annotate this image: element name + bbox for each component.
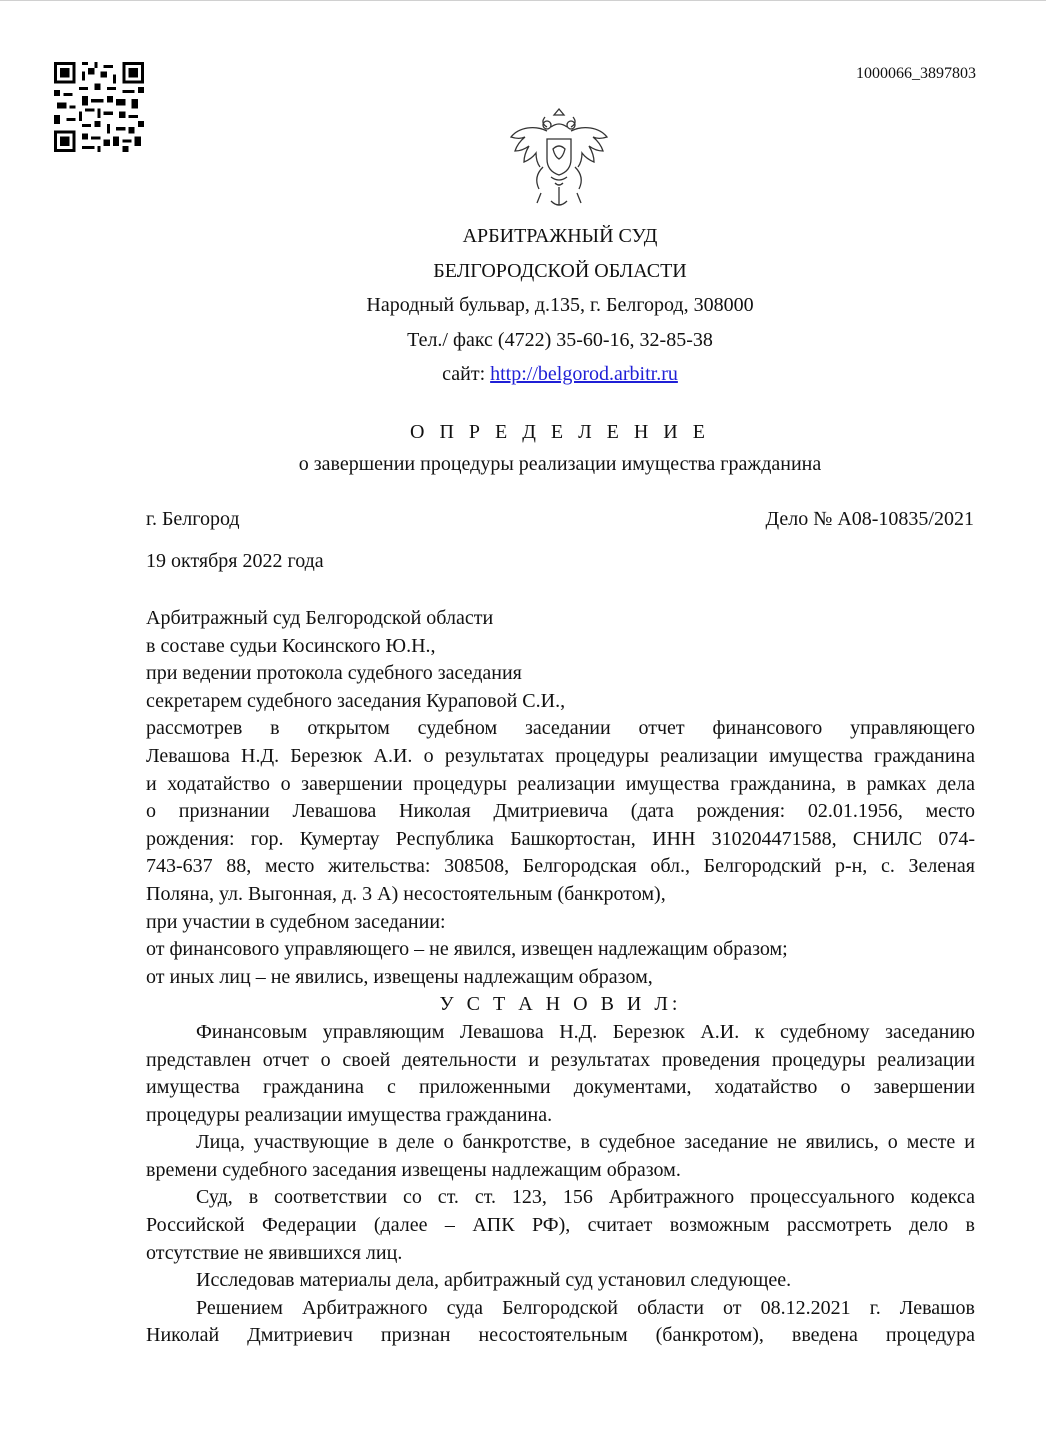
paragraph-line: Лица, участвующие в деле о банкротстве, в судебное заседание не явились, о месте и <box>196 1131 975 1154</box>
paragraph-line: процедуры реализации имущества гражданина. <box>146 1103 553 1126</box>
document-subtitle: о завершении процедуры реализации имущества гражданина <box>298 453 822 475</box>
court-name-line2: БЕЛГОРОДСКОЙ ОБЛАСТИ <box>433 259 687 282</box>
considering-line: 743-637 88, место жительства: 308508, Белгородская обл., Белгородский р-н, с. Зеленая <box>146 855 975 878</box>
court-name-line1: АРБИТРАЖНЫЙ СУД <box>462 225 658 247</box>
established-heading: У С Т А Н О В И Л: <box>439 993 682 1016</box>
participation-line: от финансового управляющего – не явился, извещен надлежащим образом; <box>146 938 788 961</box>
paragraph-line: Николай Дмитриевич признан несостоятельным (банкротом), введена процедура <box>146 1324 975 1347</box>
document-title: О П Р Е Д Е Л Е Н И Е <box>410 421 710 443</box>
document-id: 1000066_3897803 <box>856 65 976 82</box>
paragraph-line: Финансовым управляющим Левашова Н.Д. Березюк А.И. к судебному заседанию <box>196 1020 975 1043</box>
court-site-link[interactable]: http://belgorod.arbitr.ru <box>490 363 678 385</box>
participation-line: от иных лиц – не явились, извещены надлежащим образом, <box>146 965 653 988</box>
considering-line: рассмотрев в открытом судебном заседании отчет финансового управляющего <box>146 717 975 740</box>
intro-line: при ведении протокола судебного заседания <box>146 662 522 685</box>
court-address: Народный бульвар, д.135, г. Белгород, 308000 <box>366 294 754 316</box>
paragraph-line: отсутствие не явившихся лиц. <box>146 1241 403 1264</box>
intro-line: секретарем судебного заседания Кураповой С.И., <box>146 689 566 712</box>
considering-line: о признании Левашова Николая Дмитриевича (дата рождения: 02.01.1956, место <box>146 800 975 823</box>
site-label: сайт: <box>442 363 491 385</box>
paragraph-line: Суд, в соответствии со ст. ст. 123, 156 Арбитражного процессуального кодекса <box>196 1186 975 1209</box>
court-site <box>0 357 1046 392</box>
court-phone: Тел./ факс (4722) 35-60-16, 32-85-38 <box>407 328 713 351</box>
intro-line: Арбитражный суд Белгородской области <box>146 607 494 629</box>
considering-line: и ходатайство о завершении процедуры реализации имущества гражданина, в рамках дела <box>146 772 975 795</box>
case-number: Дело № А08-10835/2021 <box>765 508 974 530</box>
paragraph-line: имущества гражданина с приложенными документами, ходатайство о завершении <box>146 1076 975 1099</box>
considering-line: Поляна, ул. Выгонная, д. 3 А) несостоятельным (банкротом), <box>146 882 666 905</box>
paragraph-line: Решением Арбитражного суда Белгородской области от 08.12.2021 г. Левашов <box>196 1296 975 1319</box>
intro-line: в составе судьи Косинского Ю.Н., <box>146 634 436 657</box>
considering-line: рождения: гор. Кумертау Республика Башкортостан, ИНН 310204471588, СНИЛС 074- <box>146 827 975 850</box>
coat-of-arms-icon <box>507 105 611 213</box>
document-date: 19 октября 2022 года <box>146 550 324 572</box>
paragraph-line: Российской Федерации (далее – АПК РФ), считает возможным рассмотреть дело в <box>146 1214 975 1237</box>
qr-code-icon <box>54 62 144 152</box>
court-header <box>0 219 1046 392</box>
document-body <box>146 605 975 1350</box>
considering-line: Левашова Н.Д. Березюк А.И. о результатах процедуры реализации имущества гражданина <box>146 744 975 767</box>
paragraph-line: Исследовав материалы дела, арбитражный суд установил следующее. <box>196 1269 792 1292</box>
city: г. Белгород <box>146 508 240 530</box>
paragraph-line: времени судебного заседания извещены надлежащим образом. <box>146 1158 681 1181</box>
paragraph-line: представлен отчет о своей деятельности и результатах проведения процедуры реализации <box>146 1048 975 1071</box>
participation-line: при участии в судебном заседании: <box>146 910 446 933</box>
